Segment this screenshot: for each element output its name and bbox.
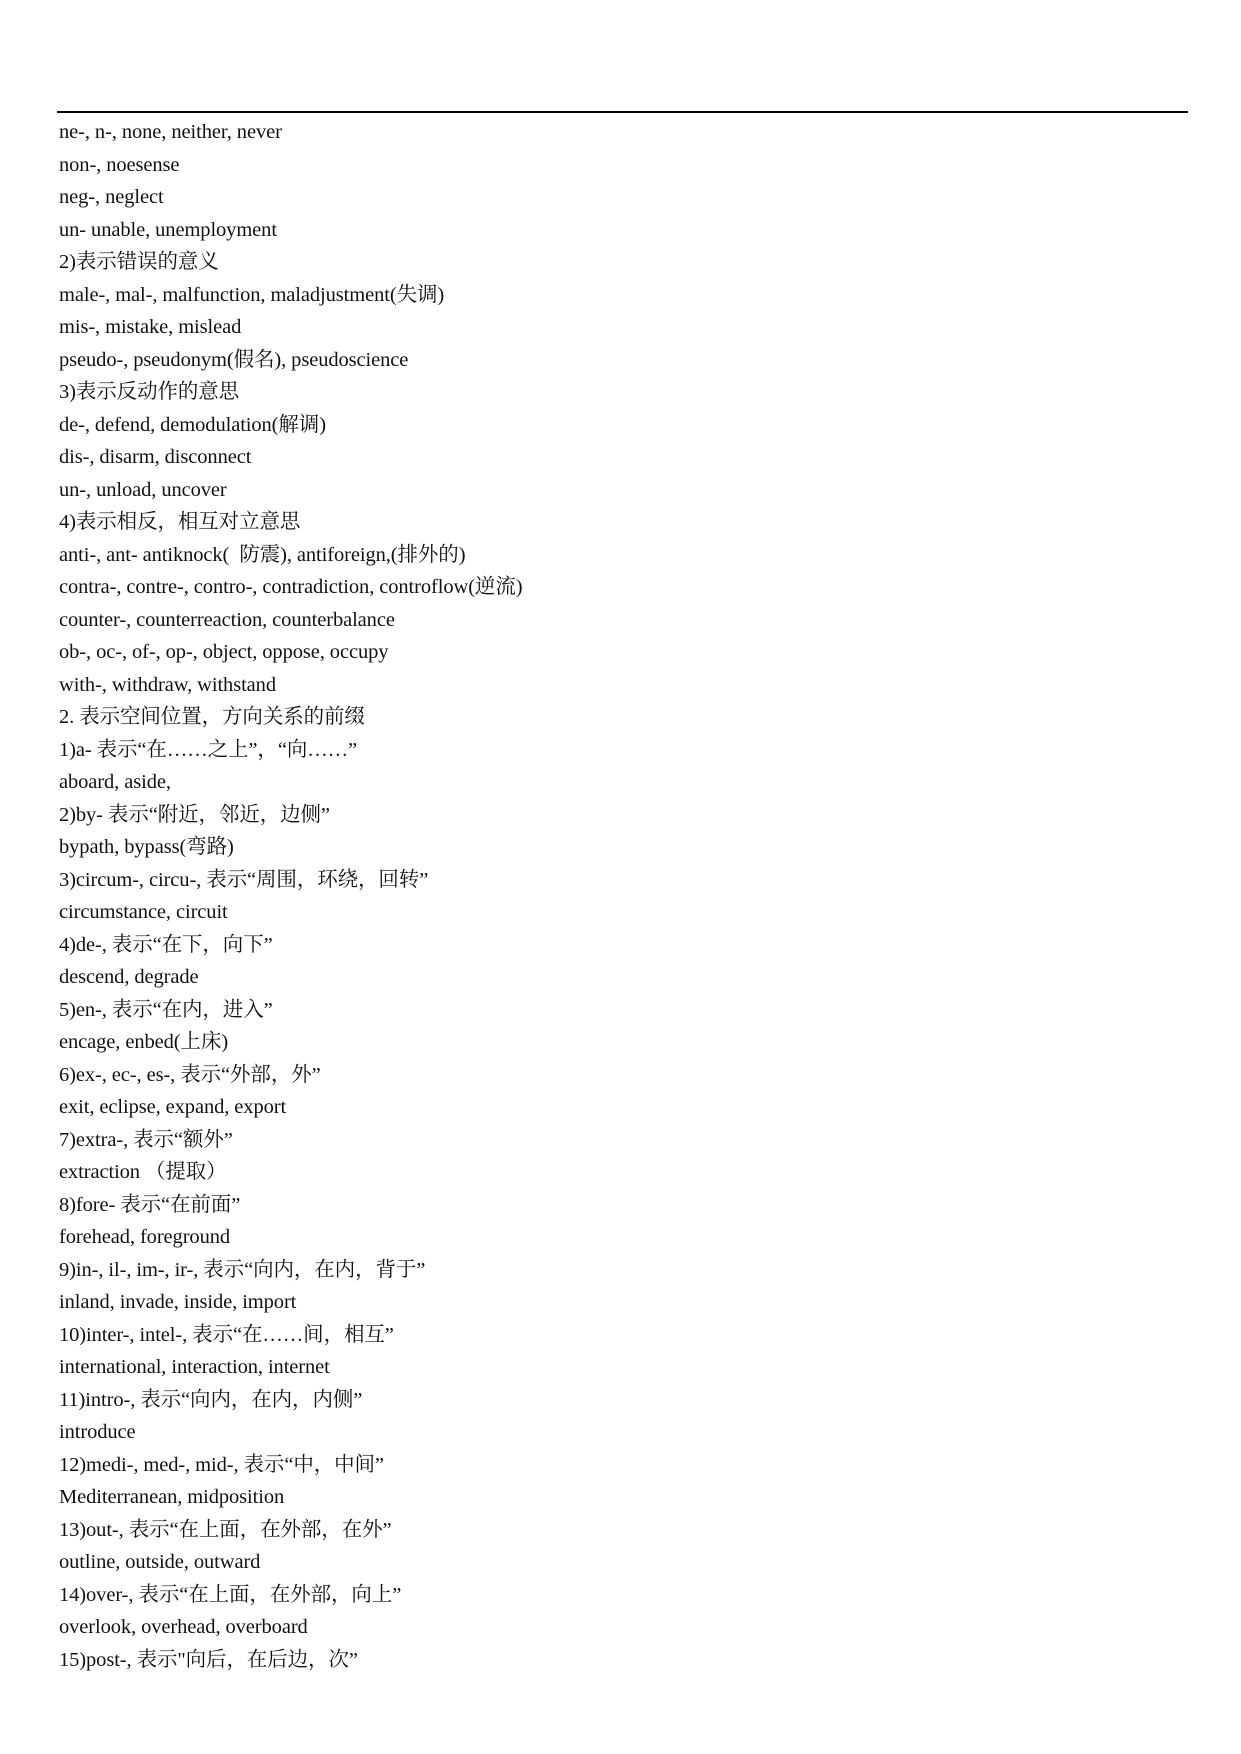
header-rule	[57, 111, 1188, 113]
text-line: forehead, foreground	[59, 1226, 231, 1248]
section-heading: 2)by- 表示“附近，邻近，边侧”	[59, 803, 330, 826]
section-heading: 1)a- 表示“在……之上”，“向……”	[59, 738, 358, 761]
text-line: ne-, n-, none, neither, never	[59, 121, 282, 143]
text-line: exit, eclipse, expand, export	[59, 1096, 287, 1118]
section-heading: 4)表示相反，相互对立意思	[59, 511, 301, 533]
text-line: un- unable, unemployment	[59, 218, 277, 241]
text-line: pseudo-, pseudonym(假名), pseudoscience	[59, 348, 409, 371]
text-line: dis-, disarm, disconnect	[59, 446, 252, 468]
section-heading: 15)post-, 表示"向后，在后边，次”	[59, 1648, 358, 1671]
text-line: overlook, overhead, overboard	[59, 1616, 308, 1638]
section-heading: 4)de-, 表示“在下，向下”	[59, 933, 273, 956]
text-line: extraction （提取）	[59, 1161, 227, 1183]
section-heading: 7)extra-, 表示“额外”	[59, 1128, 233, 1151]
text-line: encage, enbed(上床)	[59, 1031, 229, 1053]
text-line: circumstance, circuit	[59, 901, 228, 923]
text-line: bypath, bypass(弯路)	[59, 836, 234, 858]
text-line: non-, noesense	[59, 153, 180, 176]
text-line: Mediterranean, midposition	[59, 1486, 285, 1508]
section-heading: 10)inter-, intel-, 表示“在……间，相互”	[59, 1323, 394, 1346]
text-line: male-, mal-, malfunction, maladjustment(失调)	[59, 283, 445, 306]
text-line: international, interaction, internet	[59, 1356, 330, 1378]
section-heading: 3)表示反动作的意思	[59, 381, 240, 403]
section-heading: 12)medi-, med-, mid-, 表示“中，中间”	[59, 1453, 384, 1476]
text-line: with-, withdraw, withstand	[59, 673, 276, 696]
text-line: inland, invade, inside, import	[59, 1291, 297, 1313]
section-heading: 9)in-, il-, im-, ir-, 表示“向内，在内，背于”	[59, 1258, 426, 1281]
text-line: descend, degrade	[59, 966, 199, 988]
text-line: introduce	[59, 1421, 136, 1443]
section-heading: 8)fore- 表示“在前面”	[59, 1193, 241, 1216]
section-heading: 3)circum-, circu-, 表示“周围，环绕，回转”	[59, 868, 429, 891]
section-heading: 2. 表示空间位置，方向关系的前缀	[59, 706, 365, 728]
text-line: contra-, contre-, contro-, contradiction, controflow(逆流)	[59, 576, 523, 598]
text-line: neg-, neglect	[59, 186, 164, 208]
section-heading: 2)表示错误的意义	[59, 251, 219, 273]
section-heading: 11)intro-, 表示“向内，在内，内侧”	[59, 1388, 363, 1411]
section-heading: 13)out-, 表示“在上面，在外部，在外”	[59, 1518, 392, 1541]
text-line: mis-, mistake, mislead	[59, 316, 242, 338]
section-heading: 6)ex-, ec-, es-, 表示“外部，外”	[59, 1063, 321, 1086]
text-line: anti-, ant- antiknock( 防震), antiforeign,(排外的)	[59, 543, 466, 566]
document-body	[59, 116, 1179, 1676]
text-line: un-, unload, uncover	[59, 478, 227, 501]
text-line: counter-, counterreaction, counterbalance	[59, 608, 395, 631]
section-heading: 14)over-, 表示“在上面，在外部，向上”	[59, 1583, 402, 1606]
text-line: ob-, oc-, of-, op-, object, oppose, occupy	[59, 641, 389, 663]
text-line: de-, defend, demodulation(解调)	[59, 413, 326, 436]
text-line: aboard, aside,	[59, 771, 171, 793]
text-line: outline, outside, outward	[59, 1551, 261, 1573]
section-heading: 5)en-, 表示“在内，进入”	[59, 998, 273, 1021]
